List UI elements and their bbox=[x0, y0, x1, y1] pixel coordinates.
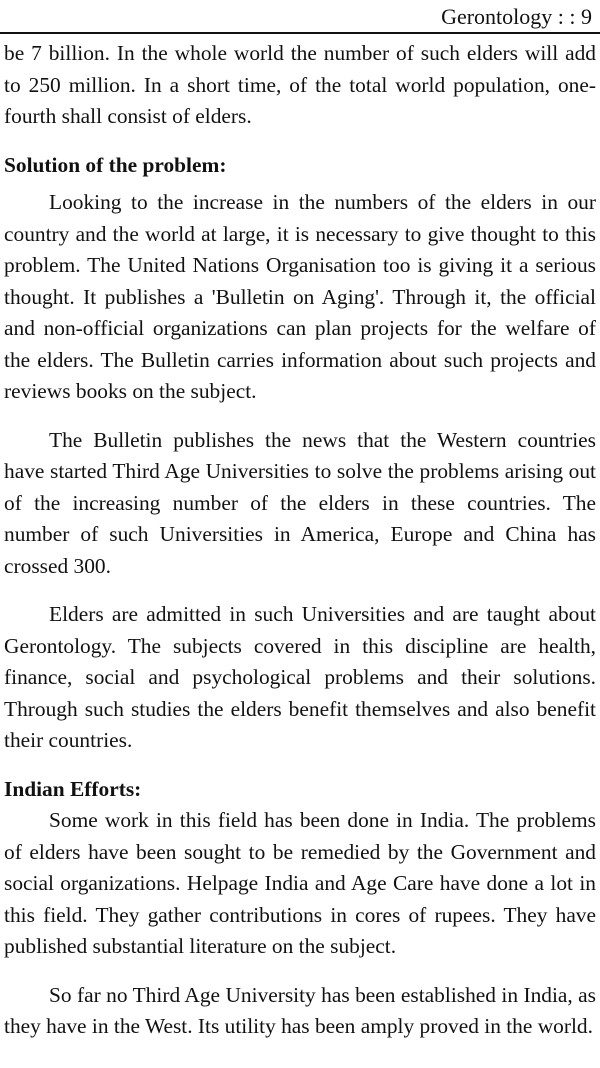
section-heading-indian-efforts: Indian Efforts: bbox=[4, 776, 142, 801]
paragraph: Some work in this field has been done in India. The problems of elders have been sought to be remedied by the Government and social organizations. Helpage India and Age Care have done a lot in this field. They gather contributions in cores of rupees. They have published substantial literature on the subject. bbox=[4, 808, 596, 958]
page-header bbox=[0, 0, 600, 34]
paragraph: Elders are admitted in such Universities and are taught about Gerontology. The subjects covered in this discipline are health, finance, social and psychological problems and their solutions. Through such studies the elders benefit themselves and also benefit their countries. bbox=[4, 602, 596, 752]
page-body bbox=[4, 38, 596, 1043]
paragraph: Looking to the increase in the numbers of the elders in our country and the world at large, it is necessary to give thought to this problem. The United Nations Organisation too is giving it a serious thought. It publishes a 'Bulletin on Aging'. Through it, the official and non-official organizations can plan projects for the welfare of the elders. The Bulletin carries information about such projects and reviews books on the subject. bbox=[4, 190, 596, 403]
running-header-title: Gerontology : : 9 bbox=[441, 4, 592, 29]
opening-paragraph: be 7 billion. In the whole world the number of such elders will add to 250 million. In a short time, of the total world population, one-fourth shall consist of elders. bbox=[4, 41, 596, 128]
paragraph: The Bulletin publishes the news that the Western countries have started Third Age Universities to solve the problems arising out of the increasing number of the elders in these countries. The number of such Universities in America, Europe and China has crossed 300. bbox=[4, 427, 596, 578]
paragraph: So far no Third Age University has been established in India, as they have in the West. Its utility has been amply proved in the world. bbox=[4, 982, 596, 1038]
section-heading-solution: Solution of the problem: bbox=[4, 152, 227, 177]
